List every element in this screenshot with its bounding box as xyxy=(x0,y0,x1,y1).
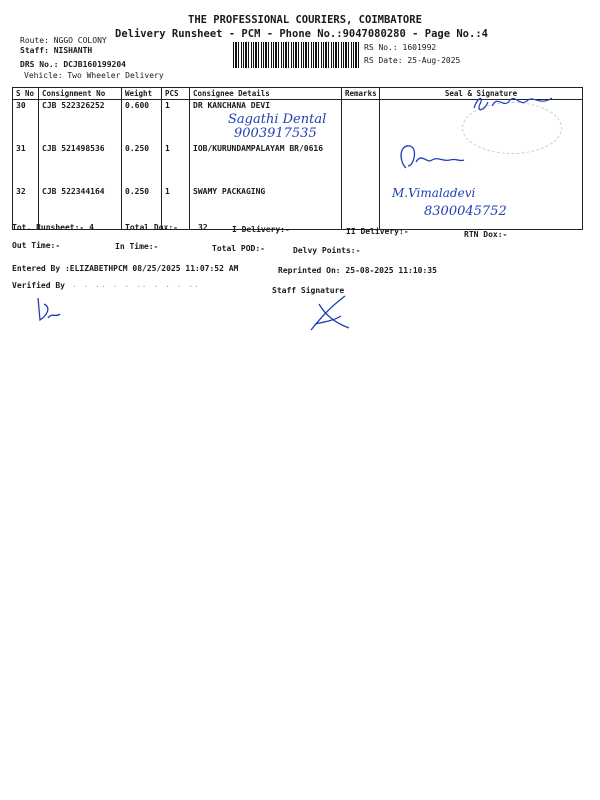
total-pod-label: Total POD:- xyxy=(212,244,265,253)
cell-remarks xyxy=(342,186,380,230)
cell-sno: 30 xyxy=(13,100,39,144)
vehicle-label: Vehicle: Two Wheeler Delivery xyxy=(24,71,164,80)
cell-pcs: 1 xyxy=(162,100,190,144)
cell-weight: 0.250 xyxy=(122,186,162,230)
faded-print-icon: · · ·· · · ·· · · · ·· xyxy=(72,282,200,291)
col-header-sno: S No xyxy=(13,88,39,100)
cell-consignee: DR KANCHANA DEVI xyxy=(190,100,342,144)
signature-row1-icon xyxy=(470,92,560,116)
staff-label: Staff: NISHANTH xyxy=(20,46,93,55)
drs-number: DRS No.: DCJB160199204 xyxy=(20,60,126,69)
handwritten-phone-row3: 8300045752 xyxy=(424,204,507,219)
verifier-signature-icon xyxy=(30,294,64,324)
barcode-icon xyxy=(233,42,359,68)
col-header-pcs: PCS xyxy=(162,88,190,100)
entered-by: Entered By :ELIZABETHPCM 08/25/2025 11:07:52 AM xyxy=(12,264,239,273)
rtn-dox-label: RTN Dox:- xyxy=(464,230,508,239)
staff-signature-label: Staff Signature xyxy=(272,286,345,295)
handwritten-phone-row1: 9003917535 xyxy=(234,126,317,141)
rs-date: RS Date: 25-Aug-2025 xyxy=(364,56,461,65)
cell-sno: 32 xyxy=(13,186,39,230)
cell-pcs: 1 xyxy=(162,143,190,186)
i-delivery-label: I Delivery:- xyxy=(232,225,290,234)
cell-sno: 31 xyxy=(13,143,39,186)
runsheet-title: Delivery Runsheet - PCM - Phone No.:9047080280 - Page No.:4 xyxy=(115,28,488,40)
cell-consignment: CJB 522344164 xyxy=(39,186,122,230)
reprinted-on: Reprinted On: 25-08-2025 11:10:35 xyxy=(278,266,437,275)
cell-remarks xyxy=(342,143,380,186)
staff-signature-icon xyxy=(305,294,355,334)
col-header-seal: Seal & Signature xyxy=(380,88,583,100)
signature-row2-icon xyxy=(396,138,466,174)
col-header-consignment: Consignment No xyxy=(39,88,122,100)
cell-weight: 0.250 xyxy=(122,143,162,186)
cell-remarks xyxy=(342,100,380,144)
col-header-consignee: Consignee Details xyxy=(190,88,342,100)
ii-delivery-label: II Delivery:- xyxy=(346,227,409,236)
tot-runsheet: Tot. Runsheet:- 4 xyxy=(12,223,94,232)
cell-consignment: CJB 521498536 xyxy=(39,143,122,186)
verified-by-label: Verified By xyxy=(12,281,65,290)
out-time-label: Out Time:- xyxy=(12,241,61,250)
company-name: THE PROFESSIONAL COURIERS, COIMBATORE xyxy=(188,14,422,26)
in-time-label: In Time:- xyxy=(115,242,159,251)
delvy-points-label: Delvy Points:- xyxy=(293,246,361,255)
col-header-weight: Weight xyxy=(122,88,162,100)
cell-pcs: 1 xyxy=(162,186,190,230)
total-dox-label: Total Dox:- xyxy=(125,223,178,232)
cell-consignee: IOB/KURUNDAMPALAYAM BR/0616 xyxy=(190,143,342,186)
handwritten-name-row3: M.Vimaladevi xyxy=(392,186,476,200)
cell-consignee: SWAMY PACKAGING xyxy=(190,186,342,230)
handwritten-name-row1: Sagathi Dental xyxy=(228,112,327,127)
total-dox-value: 32 xyxy=(198,223,208,232)
route-label: Route: NGGO COLONY xyxy=(20,36,107,45)
cell-weight: 0.600 xyxy=(122,100,162,144)
col-header-remarks: Remarks xyxy=(342,88,380,100)
cell-consignment: CJB 522326252 xyxy=(39,100,122,144)
rs-number: RS No.: 1601992 xyxy=(364,43,437,52)
